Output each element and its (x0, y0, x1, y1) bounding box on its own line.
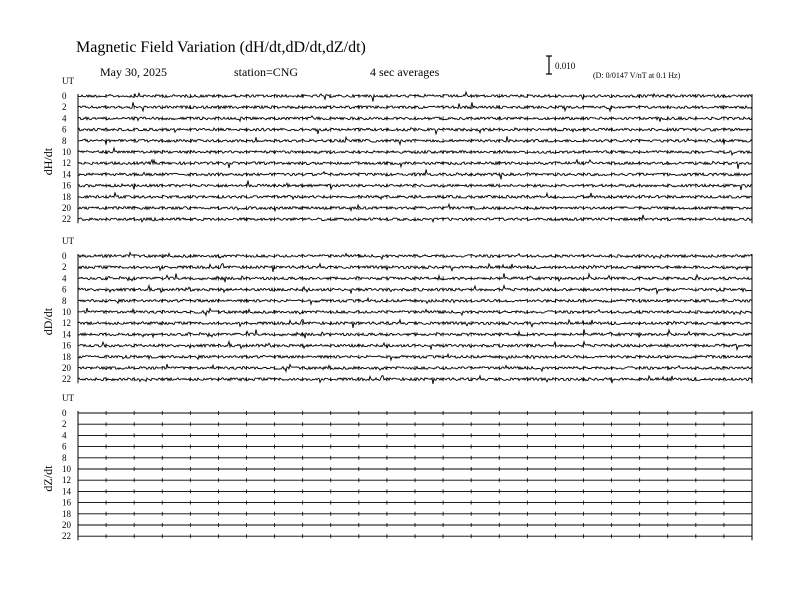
row-tick-label: 0 (62, 408, 67, 418)
scale-bar-value: 0.010 (555, 61, 576, 71)
row-tick-label: 14 (62, 329, 71, 340)
row-tick-label: 6 (62, 124, 67, 135)
row-tick-label: 22 (62, 214, 71, 225)
row-tick-label: 22 (62, 374, 71, 385)
row-tick-label: 2 (62, 419, 67, 430)
row-tick-label: 4 (62, 273, 67, 284)
row-tick-label: 18 (62, 508, 71, 519)
row-tick-label: 4 (62, 430, 67, 441)
row-tick-label: 0 (62, 251, 67, 261)
row-tick-label: 10 (62, 464, 71, 474)
row-tick-label: 12 (62, 318, 71, 329)
row-tick-label: 8 (62, 295, 67, 306)
row-tick-label: 2 (62, 102, 67, 113)
row-tick-label: 20 (62, 520, 71, 530)
ut-axis-label-0: UT (62, 76, 74, 86)
row-tick-label: 22 (62, 531, 71, 542)
calibration-note: (D: 0/0147 V/nT at 0.1 Hz) (593, 71, 681, 80)
row-tick-label: 8 (62, 135, 67, 146)
row-tick-label: 8 (62, 452, 67, 463)
row-tick-label: 18 (62, 351, 71, 362)
row-tick-label: 20 (62, 203, 71, 213)
row-tick-label: 20 (62, 363, 71, 373)
date-label: May 30, 2025 (100, 65, 167, 79)
station-label: station=CNG (234, 65, 299, 79)
panel-ylabel-0: dH/dt (41, 147, 55, 176)
row-tick-label: 10 (62, 307, 71, 317)
panel-ylabel-2: dZ/dt (41, 465, 55, 492)
row-tick-label: 16 (62, 497, 71, 508)
row-tick-label: 14 (62, 169, 71, 180)
row-tick-label: 4 (62, 113, 67, 124)
ut-axis-label-2: UT (62, 393, 74, 403)
row-tick-label: 18 (62, 191, 71, 202)
chart-title: Magnetic Field Variation (dH/dt,dD/dt,dZ/dt) (76, 39, 366, 56)
row-tick-label: 2 (62, 262, 67, 273)
row-tick-label: 12 (62, 475, 71, 486)
ut-axis-label-1: UT (62, 236, 74, 246)
row-tick-label: 6 (62, 441, 67, 452)
row-tick-label: 10 (62, 147, 71, 157)
row-tick-label: 0 (62, 91, 67, 101)
panel-ylabel-1: dD/dt (41, 307, 55, 336)
row-tick-label: 16 (62, 340, 71, 351)
row-tick-label: 16 (62, 180, 71, 191)
averaging-label: 4 sec averages (370, 65, 440, 79)
row-tick-label: 14 (62, 486, 71, 497)
row-tick-label: 6 (62, 284, 67, 295)
row-tick-label: 12 (62, 158, 71, 169)
